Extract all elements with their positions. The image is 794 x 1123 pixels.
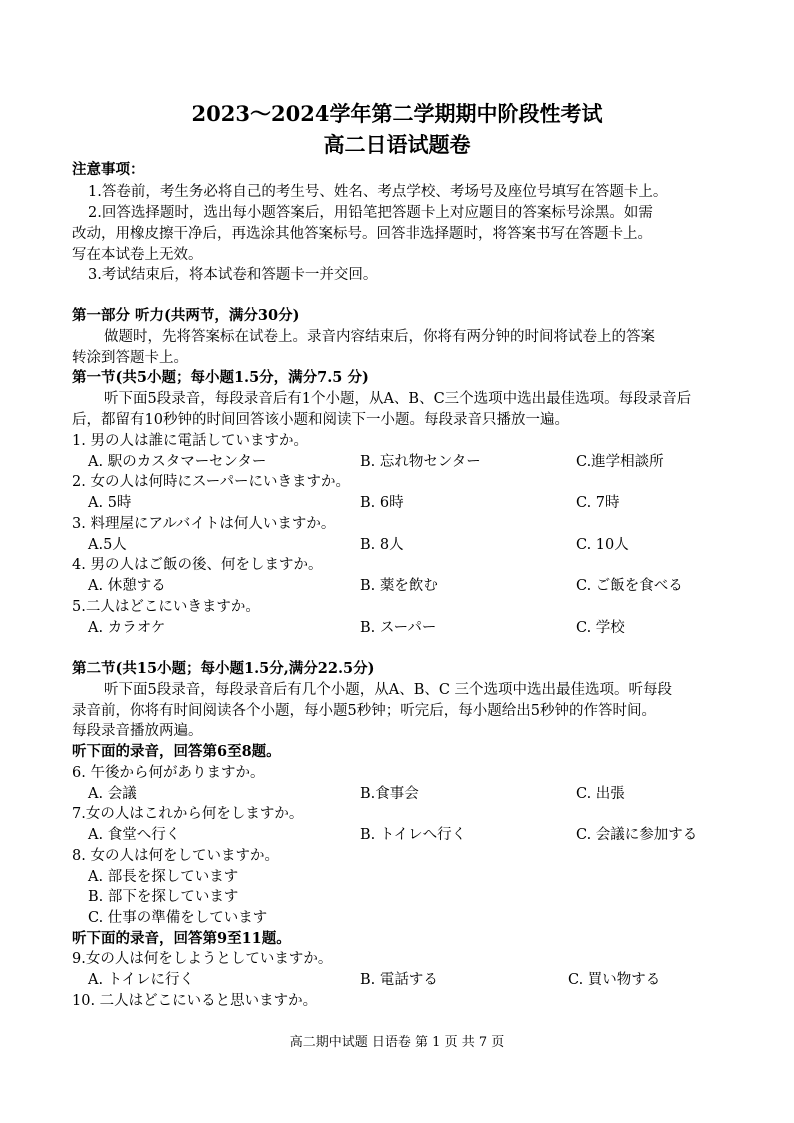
note-2-line-2: 改动，用橡皮擦干净后，再选涂其他答案标号。回答非选择题时，将答案书写在答题卡上。	[72, 226, 652, 242]
section1-intro-line-2: 后，都留有10秒钟的时间回答该小题和阅读下一小题。每段录音只播放一遍。	[72, 412, 569, 428]
exam-title: 2023～2024学年第二学期期中阶段性考试	[191, 101, 603, 126]
q9-option-c: C. 買い物する	[568, 972, 661, 988]
note-3: 3.考试结束后，将本试卷和答题卡一并交回。	[88, 267, 378, 283]
question-4: 4. 男の人はご飯の後、何をしますか。	[72, 557, 323, 573]
q3-option-b: B. 8人	[360, 537, 404, 553]
question-8: 8. 女の人は何をしていますか。	[72, 848, 279, 864]
q6-option-b: B.食事会	[360, 786, 419, 802]
q1-option-c: C.進学相談所	[576, 454, 664, 470]
group-heading-6-8: 听下面的录音，回答第6至8题。	[72, 743, 281, 760]
question-3: 3. 料理屋にアルバイトは何人いますか。	[72, 516, 336, 532]
group-heading-9-11: 听下面的录音，回答第9至11题。	[72, 930, 291, 947]
q9-option-b: B. 電話する	[360, 972, 438, 988]
question-10: 10. 二人はどこにいると思いますか。	[72, 993, 318, 1009]
q6-option-c: C. 出張	[576, 786, 625, 802]
q3-option-a: A.5人	[88, 537, 127, 553]
question-1: 1. 男の人は誰に電話していますか。	[72, 433, 308, 449]
q5-option-b: B. スーパー	[360, 620, 437, 636]
q7-option-a: A. 食堂へ行く	[88, 827, 181, 843]
q4-option-b: B. 薬を飲む	[360, 578, 438, 594]
q1-option-b: B. 忘れ物センター	[360, 454, 481, 470]
note-2-line-3: 写在本试卷上无效。	[72, 247, 203, 263]
q1-option-a: A. 駅のカスタマーセンター	[88, 454, 267, 470]
q8-option-c: C. 仕事の準備をしています	[88, 910, 268, 926]
q2-option-b: B. 6時	[360, 495, 404, 511]
q7-option-c: C. 会議に参加する	[576, 827, 698, 843]
question-7: 7.女の人はこれから何をしますか。	[72, 806, 304, 822]
section2-intro-line-3: 每段录音播放两遍。	[72, 723, 203, 739]
q8-option-a: A. 部長を探しています	[88, 869, 239, 885]
part1-intro-line-2: 转涂到答题卡上。	[72, 350, 188, 366]
q5-option-a: A. カラオケ	[88, 620, 166, 636]
q5-option-c: C. 学校	[576, 620, 625, 636]
page-footer: 高二期中试题 日语卷 第 1 页 共 7 页	[289, 1035, 505, 1050]
q4-option-c: C. ご飯を食べる	[576, 578, 683, 594]
q2-option-a: A. 5時	[88, 495, 132, 511]
section1-heading: 第一节(共5小题；每小题1.5分，满分7.5 分)	[72, 369, 369, 386]
exam-subtitle: 高二日语试题卷	[323, 132, 471, 157]
question-2: 2. 女の人は何時にスーパーにいきますか。	[72, 474, 350, 490]
section1-intro-line-1: 听下面5段录音，每段录音后有1个小题，从A、B、C三个选项中选出最佳选项。每段录音后	[104, 391, 692, 407]
section2-heading: 第二节(共15小题；每小题1.5分,满分22.5分)	[72, 660, 375, 677]
q6-option-a: A. 会議	[88, 786, 137, 802]
section2-intro-line-2: 录音前，你将有时间阅读各个小题，每小题5秒钟；听完后，每小题给出5秒钟的作答时间。	[72, 703, 656, 719]
q3-option-c: C. 10人	[576, 537, 629, 553]
q8-option-b: B. 部下を探しています	[88, 889, 239, 905]
question-9: 9.女の人は何をしようとしていますか。	[72, 951, 333, 967]
q2-option-c: C. 7時	[576, 495, 620, 511]
question-5: 5.二人はどこにいきますか。	[72, 599, 260, 615]
part1-intro-line-1: 做题时，先将答案标在试卷上。录音内容结束后，你将有两分钟的时间将试卷上的答案	[104, 329, 655, 345]
q9-option-a: A. トイレに行く	[88, 972, 194, 988]
note-1: 1.答卷前，考生务必将自己的考生号、姓名、考点学校、考场号及座位号填写在答题卡上。	[88, 184, 668, 200]
q7-option-b: B. トイレへ行く	[360, 827, 467, 843]
section2-intro-line-1: 听下面5段录音，每段录音后有几个小题，从A、B、C 三个选项中选出最佳选项。听每段	[104, 682, 673, 698]
question-6: 6. 午後から何がありますか。	[72, 765, 265, 781]
note-2-line-1: 2.回答选择题时，选出每小题答案后，用铅笔把答题卡上对应题目的答案标号涂黑。如需	[88, 205, 653, 221]
notes-heading: 注意事项：	[72, 161, 145, 178]
q4-option-a: A. 休憩する	[88, 578, 166, 594]
part1-heading: 第一部分 听力(共两节，满分30分)	[72, 307, 300, 324]
